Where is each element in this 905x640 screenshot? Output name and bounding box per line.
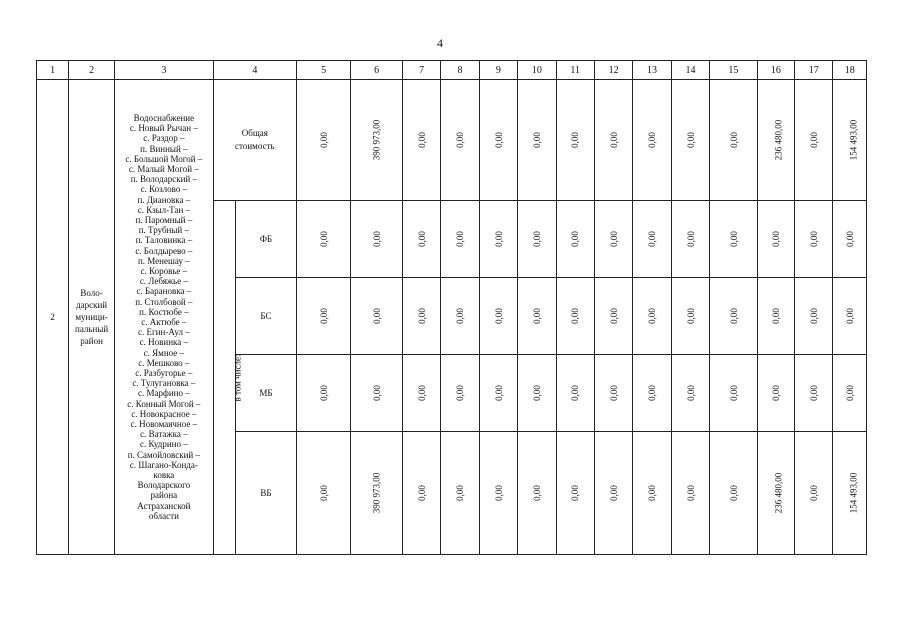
value-cell bbox=[479, 278, 517, 355]
value-text: 0,00 bbox=[808, 485, 819, 501]
header-cell: 12 bbox=[594, 61, 632, 80]
value-cell bbox=[402, 278, 440, 355]
header-cell: 14 bbox=[671, 61, 709, 80]
value-text: 0,00 bbox=[318, 308, 329, 324]
header-cell: 1 bbox=[37, 61, 69, 80]
value-cell bbox=[518, 201, 556, 278]
total-cost-label: Общая стоимость bbox=[213, 80, 296, 201]
value-cell bbox=[441, 80, 479, 201]
header-cell: 17 bbox=[795, 61, 833, 80]
value-text: 0,00 bbox=[493, 308, 504, 324]
value-text: 0,00 bbox=[647, 385, 658, 401]
fund-label-mb: МБ bbox=[236, 355, 297, 432]
row-number: 2 bbox=[37, 80, 69, 555]
value-cell bbox=[296, 278, 351, 355]
value-text: 236 480,00 bbox=[772, 472, 783, 514]
value-text: 0,00 bbox=[685, 308, 696, 324]
value-text: 0,00 bbox=[493, 385, 504, 401]
value-cell bbox=[833, 432, 867, 555]
value-cell bbox=[594, 432, 632, 555]
value-cell bbox=[518, 278, 556, 355]
value-text: 0,00 bbox=[570, 132, 581, 148]
value-cell bbox=[833, 355, 867, 432]
value-text: 0,00 bbox=[608, 132, 619, 148]
value-text: 0,00 bbox=[371, 385, 382, 401]
value-text: 0,00 bbox=[455, 385, 466, 401]
header-cell: 10 bbox=[518, 61, 556, 80]
value-cell bbox=[633, 355, 671, 432]
value-text: 0,00 bbox=[570, 385, 581, 401]
value-text: 0,00 bbox=[531, 385, 542, 401]
value-cell bbox=[402, 432, 440, 555]
value-cell bbox=[402, 201, 440, 278]
value-cell bbox=[518, 80, 556, 201]
value-text: 0,00 bbox=[531, 132, 542, 148]
header-cell: 15 bbox=[710, 61, 758, 80]
value-cell bbox=[795, 80, 833, 201]
value-cell bbox=[518, 432, 556, 555]
value-text: 390 973,00 bbox=[371, 119, 382, 161]
value-cell bbox=[671, 278, 709, 355]
value-cell bbox=[757, 201, 794, 278]
value-text: 0,00 bbox=[608, 385, 619, 401]
value-cell bbox=[351, 355, 403, 432]
value-cell bbox=[518, 355, 556, 432]
value-text: 0,00 bbox=[844, 385, 855, 401]
value-text: 0,00 bbox=[770, 385, 781, 401]
value-cell bbox=[757, 355, 794, 432]
value-cell bbox=[441, 278, 479, 355]
value-cell bbox=[710, 201, 758, 278]
value-text: 0,00 bbox=[493, 485, 504, 501]
value-text: 0,00 bbox=[416, 385, 427, 401]
value-cell bbox=[351, 201, 403, 278]
fund-label-vb: ВБ bbox=[236, 432, 297, 555]
value-cell bbox=[594, 278, 632, 355]
value-text: 236 480,00 bbox=[772, 119, 783, 161]
value-text: 390 973,00 bbox=[371, 472, 382, 514]
value-cell bbox=[795, 278, 833, 355]
value-text: 0,00 bbox=[685, 485, 696, 501]
value-text: 0,00 bbox=[531, 308, 542, 324]
value-text: 0,00 bbox=[728, 132, 739, 148]
value-cell bbox=[351, 80, 403, 201]
value-cell bbox=[757, 432, 794, 555]
header-cell: 6 bbox=[351, 61, 403, 80]
value-cell bbox=[296, 432, 351, 555]
budget-table bbox=[36, 60, 867, 555]
value-cell bbox=[441, 355, 479, 432]
value-cell bbox=[671, 355, 709, 432]
value-cell bbox=[556, 432, 594, 555]
value-text: 0,00 bbox=[531, 485, 542, 501]
value-text: 0,00 bbox=[808, 231, 819, 247]
value-text: 0,00 bbox=[808, 308, 819, 324]
value-cell bbox=[296, 355, 351, 432]
value-text: 0,00 bbox=[318, 231, 329, 247]
header-cell: 5 bbox=[296, 61, 351, 80]
object-description: Водоснабжение с. Новый Рычан – с. Раздор – п. Винный – с. Большой Могой – с. Малый Могой – п. Володарский – с. Козлово – п. Диановка – с. Кзыл-Тан – п. Паромный – п. Трубный – п. Таловинка – с. Болдырево – п. Менешау – с. Коровье – с. Лебяжье – с. Барановка – п. Столбовой – п. Костюбе – с. Актюбе – с. Егин-Аул – с. Новинка – с. Ямное – с. Мешково – с. Разбугорье – с. Тулугановка – с. Марфино – с. Конный Могой – с. Новокрасное – с. Новомаячное – с. Ватажка – с. Кудрино – п. Самойловский – с. Шагано-Конда- ковка Володарского района Астраханской области bbox=[114, 80, 213, 555]
value-text: 0,00 bbox=[531, 231, 542, 247]
value-cell bbox=[402, 355, 440, 432]
value-cell bbox=[479, 355, 517, 432]
value-text: 0,00 bbox=[728, 485, 739, 501]
value-text: 0,00 bbox=[318, 485, 329, 501]
value-cell bbox=[556, 278, 594, 355]
value-cell bbox=[556, 355, 594, 432]
header-cell: 11 bbox=[556, 61, 594, 80]
value-cell bbox=[441, 201, 479, 278]
header-cell: 2 bbox=[69, 61, 114, 80]
value-cell bbox=[671, 201, 709, 278]
header-cell: 7 bbox=[402, 61, 440, 80]
value-cell bbox=[402, 80, 440, 201]
value-cell bbox=[296, 201, 351, 278]
value-cell bbox=[633, 432, 671, 555]
value-text: 0,00 bbox=[844, 231, 855, 247]
value-text: 0,00 bbox=[455, 231, 466, 247]
value-text: 0,00 bbox=[647, 231, 658, 247]
header-row bbox=[37, 61, 867, 80]
value-cell bbox=[710, 355, 758, 432]
value-cell bbox=[556, 201, 594, 278]
including-label: в том числе: bbox=[232, 354, 243, 401]
value-text: 0,00 bbox=[570, 485, 581, 501]
fund-label-fb: ФБ bbox=[236, 201, 297, 278]
including-label-cell bbox=[213, 201, 243, 555]
value-cell bbox=[833, 80, 867, 201]
value-cell bbox=[594, 80, 632, 201]
header-cell: 16 bbox=[757, 61, 794, 80]
value-cell bbox=[479, 432, 517, 555]
value-cell bbox=[556, 80, 594, 201]
value-cell bbox=[351, 278, 403, 355]
value-cell bbox=[479, 80, 517, 201]
value-cell bbox=[757, 80, 794, 201]
value-cell bbox=[479, 201, 517, 278]
value-text: 0,00 bbox=[455, 308, 466, 324]
value-cell bbox=[710, 432, 758, 555]
value-cell bbox=[441, 432, 479, 555]
value-cell bbox=[594, 201, 632, 278]
value-cell bbox=[795, 201, 833, 278]
value-cell bbox=[351, 432, 403, 555]
total-cost-row bbox=[37, 80, 867, 201]
value-text: 0,00 bbox=[808, 385, 819, 401]
header-cell: 3 bbox=[114, 61, 213, 80]
value-text: 0,00 bbox=[728, 308, 739, 324]
value-text: 0,00 bbox=[647, 308, 658, 324]
value-text: 0,00 bbox=[493, 132, 504, 148]
value-cell bbox=[833, 278, 867, 355]
value-text: 0,00 bbox=[647, 485, 658, 501]
value-cell bbox=[633, 278, 671, 355]
value-text: 0,00 bbox=[728, 385, 739, 401]
value-text: 0,00 bbox=[371, 231, 382, 247]
header-cell: 8 bbox=[441, 61, 479, 80]
page-number: 4 bbox=[437, 36, 443, 50]
value-text: 0,00 bbox=[608, 231, 619, 247]
value-text: 0,00 bbox=[685, 132, 696, 148]
value-text: 0,00 bbox=[844, 308, 855, 324]
value-cell bbox=[795, 432, 833, 555]
value-cell bbox=[594, 355, 632, 432]
header-cell: 9 bbox=[479, 61, 517, 80]
value-cell bbox=[671, 80, 709, 201]
value-text: 0,00 bbox=[685, 385, 696, 401]
value-text: 0,00 bbox=[318, 385, 329, 401]
value-text: 0,00 bbox=[770, 308, 781, 324]
value-text: 0,00 bbox=[416, 132, 427, 148]
header-cell: 4 bbox=[213, 61, 296, 80]
value-text: 0,00 bbox=[416, 485, 427, 501]
value-cell bbox=[633, 80, 671, 201]
value-cell bbox=[795, 355, 833, 432]
value-text: 154 493,00 bbox=[848, 472, 859, 514]
value-text: 154 493,00 bbox=[848, 119, 859, 161]
district-name: Воло- дарский муници- пальный район bbox=[69, 80, 114, 555]
value-text: 0,00 bbox=[808, 132, 819, 148]
value-text: 0,00 bbox=[318, 132, 329, 148]
value-text: 0,00 bbox=[608, 485, 619, 501]
value-cell bbox=[671, 432, 709, 555]
value-text: 0,00 bbox=[416, 231, 427, 247]
value-text: 0,00 bbox=[647, 132, 658, 148]
fund-label-bs: БС bbox=[236, 278, 297, 355]
value-cell bbox=[633, 201, 671, 278]
value-text: 0,00 bbox=[608, 308, 619, 324]
value-cell bbox=[296, 80, 351, 201]
header-cell: 13 bbox=[633, 61, 671, 80]
value-text: 0,00 bbox=[493, 231, 504, 247]
value-text: 0,00 bbox=[770, 231, 781, 247]
value-cell bbox=[757, 278, 794, 355]
header-cell: 18 bbox=[833, 61, 867, 80]
value-text: 0,00 bbox=[570, 308, 581, 324]
value-text: 0,00 bbox=[416, 308, 427, 324]
value-text: 0,00 bbox=[455, 132, 466, 148]
value-text: 0,00 bbox=[455, 485, 466, 501]
value-text: 0,00 bbox=[570, 231, 581, 247]
value-text: 0,00 bbox=[728, 231, 739, 247]
value-cell bbox=[710, 278, 758, 355]
value-cell bbox=[710, 80, 758, 201]
value-text: 0,00 bbox=[371, 308, 382, 324]
value-cell bbox=[833, 201, 867, 278]
value-text: 0,00 bbox=[685, 231, 696, 247]
